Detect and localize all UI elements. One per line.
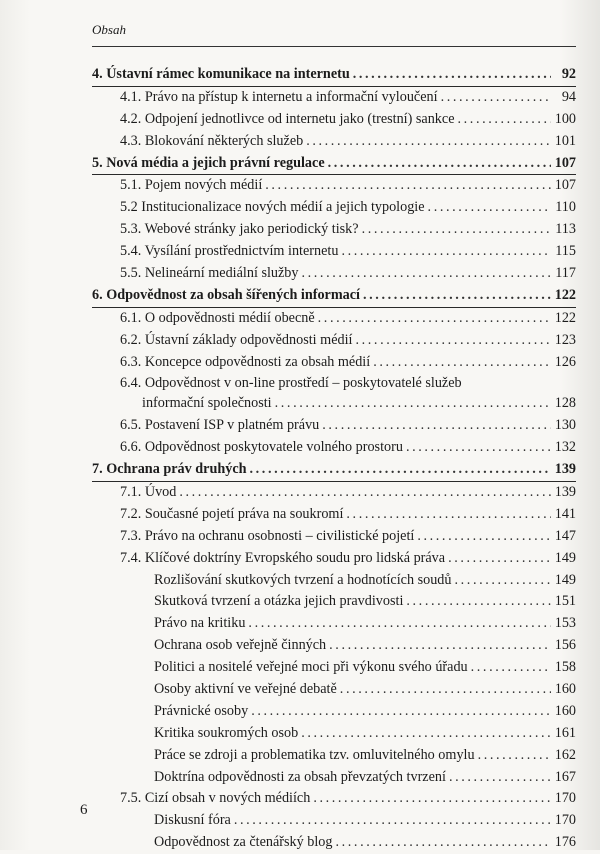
dot-leader xyxy=(353,64,551,86)
toc-page-number: 101 xyxy=(554,132,576,149)
toc-chapter-entry xyxy=(92,64,576,87)
toc-entry xyxy=(92,767,576,789)
toc-entry-title: Práce se zdroji a problematika tzv. omluvitelného omylu xyxy=(154,746,475,763)
toc-entry-title: informační společnosti xyxy=(142,395,272,412)
dot-leader xyxy=(448,548,551,570)
toc-page-number: 149 xyxy=(554,549,576,566)
dot-leader xyxy=(362,219,551,241)
toc-entry xyxy=(92,87,576,109)
toc-entry-title: 5.3. Webové stránky jako periodický tisk? xyxy=(120,221,359,238)
toc-page-number: 132 xyxy=(554,439,576,456)
toc-page-number: 160 xyxy=(554,702,576,719)
toc-page-number: 107 xyxy=(554,154,576,171)
toc-page-number: 153 xyxy=(554,615,576,632)
toc-entry xyxy=(92,679,576,701)
toc-entry-title: Osoby aktivní ve veřejné debatě xyxy=(154,681,337,698)
toc-page-number: 167 xyxy=(554,768,576,785)
toc-page-number: 123 xyxy=(554,331,576,348)
dot-leader xyxy=(471,657,551,679)
toc-page-number: 128 xyxy=(554,395,576,412)
toc-entry xyxy=(92,570,576,592)
toc-page-number: 170 xyxy=(554,790,576,807)
toc-entry-title: Politici a nositelé veřejné moci při výkonu svého úřadu xyxy=(154,659,468,676)
dot-leader xyxy=(318,308,551,330)
toc-entry-title: 4.1. Právo na přístup k internetu a informační vyloučení xyxy=(120,88,438,105)
toc-entry-title: 5.2 Institucionalizace nových médií a jejich typologie xyxy=(120,199,425,216)
dot-leader xyxy=(346,504,551,526)
dot-leader xyxy=(406,437,551,459)
toc-entry xyxy=(92,526,576,548)
toc-entry-title: 5.1. Pojem nových médií xyxy=(120,177,263,194)
toc-entry xyxy=(92,810,576,832)
toc-entry xyxy=(92,613,576,635)
toc-page-number: 113 xyxy=(555,221,576,238)
toc-entry xyxy=(92,789,576,811)
dot-leader xyxy=(458,109,552,131)
toc-entry xyxy=(92,723,576,745)
toc-page-number: 92 xyxy=(561,65,576,82)
toc-entry-title: 7.2. Současné pojetí práva na soukromí xyxy=(120,505,344,522)
toc-entry-title: 6. Odpovědnost za obsah šířených informací xyxy=(92,286,361,303)
dot-leader xyxy=(250,459,551,481)
dot-leader xyxy=(455,570,552,592)
toc-page-number: 176 xyxy=(554,834,576,851)
table-of-contents xyxy=(92,64,576,854)
toc-entry-title: 7. Ochrana práv druhých xyxy=(92,461,247,478)
toc-entry-title: 7.4. Klíčové doktríny Evropského soudu pro lidská práva xyxy=(120,549,446,566)
toc-entry-title: 6.1. O odpovědnosti médií obecně xyxy=(120,309,315,326)
toc-entry xyxy=(92,832,576,854)
toc-entry xyxy=(92,635,576,657)
toc-page-number: 160 xyxy=(554,681,576,698)
dot-leader xyxy=(301,263,551,285)
toc-entry xyxy=(92,504,576,526)
toc-entry xyxy=(92,393,576,415)
dot-leader xyxy=(406,591,551,613)
toc-page-number: 161 xyxy=(554,724,576,741)
toc-entry xyxy=(92,219,576,241)
toc-entry xyxy=(92,701,576,723)
dot-leader xyxy=(449,767,551,789)
toc-entry-title: Rozlišování skutkových tvrzení a hodnotících soudů xyxy=(154,571,452,588)
toc-page-number: 158 xyxy=(554,659,576,676)
toc-entry xyxy=(92,263,576,285)
toc-entry-title: Doktrína odpovědnosti za obsah převzatých tvrzení xyxy=(154,768,446,785)
toc-entry-title: 4. Ústavní rámec komunikace na internetu xyxy=(92,65,350,82)
toc-entry-title: Právnické osoby xyxy=(154,702,249,719)
toc-entry-title: 6.6. Odpovědnost poskytovatele volného prostoru xyxy=(120,439,403,456)
toc-entry-title: 7.5. Cizí obsah v nových médiích xyxy=(120,790,311,807)
toc-entry-title: 5.5. Nelineární mediální služby xyxy=(120,265,299,281)
dot-leader xyxy=(335,832,551,854)
dot-leader xyxy=(322,415,551,437)
toc-page-number: 94 xyxy=(561,88,576,105)
toc-entry xyxy=(92,745,576,767)
header-title: Obsah xyxy=(92,22,126,37)
toc-page-number: 126 xyxy=(554,353,576,370)
toc-entry-title: 4.3. Blokování některých služeb xyxy=(120,132,304,149)
toc-page-number: 139 xyxy=(554,484,576,501)
toc-page-number: 107 xyxy=(554,177,576,194)
toc-page-number: 141 xyxy=(554,505,576,522)
dot-leader xyxy=(340,679,551,701)
dot-leader xyxy=(251,701,551,723)
toc-entry xyxy=(92,330,576,352)
toc-entry-title: 6.5. Postavení ISP v platném právu xyxy=(120,417,320,434)
toc-entry-title: Kritika soukromých osob xyxy=(154,724,299,741)
dot-leader xyxy=(373,352,551,374)
toc-entry-title: 4.2. Odpojení jednotlivce od internetu jako (trestní) sankce xyxy=(120,110,455,127)
toc-page-number: 122 xyxy=(554,309,576,326)
dot-leader xyxy=(306,131,551,153)
dot-leader xyxy=(417,526,551,548)
toc-entry-title: 7.1. Úvod xyxy=(120,484,177,501)
dot-leader xyxy=(355,330,551,352)
toc-entry xyxy=(92,591,576,613)
dot-leader xyxy=(313,788,551,810)
dot-leader xyxy=(363,285,551,307)
toc-chapter-entry xyxy=(92,285,576,308)
page-number: 6 xyxy=(80,802,88,818)
dot-leader xyxy=(341,241,551,263)
toc-entry xyxy=(92,437,576,459)
toc-entry xyxy=(92,131,576,153)
toc-page-number: 162 xyxy=(554,746,576,763)
toc-entry xyxy=(92,352,576,374)
toc-page-number: 110 xyxy=(555,199,576,216)
dot-leader xyxy=(179,482,551,504)
dot-leader xyxy=(328,153,551,175)
toc-page-number: 130 xyxy=(554,417,576,434)
toc-page-number: 147 xyxy=(554,527,576,544)
dot-leader xyxy=(248,613,551,635)
toc-entry-title: 5. Nová média a jejich právní regulace xyxy=(92,154,325,171)
toc-entry xyxy=(92,482,576,504)
toc-page-number: 115 xyxy=(555,243,576,260)
toc-chapter-entry xyxy=(92,459,576,482)
dot-leader xyxy=(265,175,551,197)
toc-entry-title: Diskusní fóra xyxy=(154,812,231,829)
toc-entry xyxy=(92,415,576,437)
toc-page-number: 149 xyxy=(554,571,576,588)
toc-chapter-entry xyxy=(92,153,576,176)
dot-leader xyxy=(428,197,551,219)
toc-entry xyxy=(92,548,576,570)
toc-entry-title: 7.3. Právo na ochranu osobnosti – civilistické pojetí xyxy=(120,527,415,544)
toc-entry xyxy=(92,657,576,679)
toc-entry xyxy=(92,175,576,197)
toc-entry-title: 6.2. Ústavní základy odpovědnosti médií xyxy=(120,331,353,348)
toc-entry xyxy=(92,308,576,330)
toc-entry-title: 6.4. Odpovědnost v on-line prostředí – poskytovatelé služeb xyxy=(120,375,462,392)
toc-entry-title: 6.3. Koncepce odpovědnosti za obsah médií xyxy=(120,353,371,370)
toc-page-number: 100 xyxy=(554,110,576,127)
toc-entry-title: Skutková tvrzení a otázka jejich pravdivosti xyxy=(154,593,404,610)
toc-entry-title: Ochrana osob veřejně činných xyxy=(154,637,327,654)
toc-page-number: 139 xyxy=(554,461,576,478)
toc-page-number: 156 xyxy=(554,637,576,654)
toc-entry xyxy=(92,109,576,131)
running-header xyxy=(92,20,576,47)
dot-leader xyxy=(275,393,551,415)
toc-entry-title: Právo na kritiku xyxy=(154,615,246,632)
toc-page-number: 117 xyxy=(555,265,576,281)
dot-leader xyxy=(329,635,551,657)
dot-leader xyxy=(301,723,551,745)
toc-page-number: 122 xyxy=(554,286,576,303)
toc-page-number: 170 xyxy=(554,812,576,829)
dot-leader xyxy=(234,810,551,832)
dot-leader xyxy=(441,87,551,109)
toc-entry xyxy=(92,373,576,393)
toc-entry xyxy=(92,241,576,263)
dot-leader xyxy=(478,745,551,767)
toc-entry xyxy=(92,197,576,219)
toc-entry-title: 5.4. Vysílání prostřednictvím internetu xyxy=(120,243,339,260)
toc-entry-title: Odpovědnost za čtenářský blog xyxy=(154,834,333,851)
toc-page-number: 151 xyxy=(554,593,576,610)
